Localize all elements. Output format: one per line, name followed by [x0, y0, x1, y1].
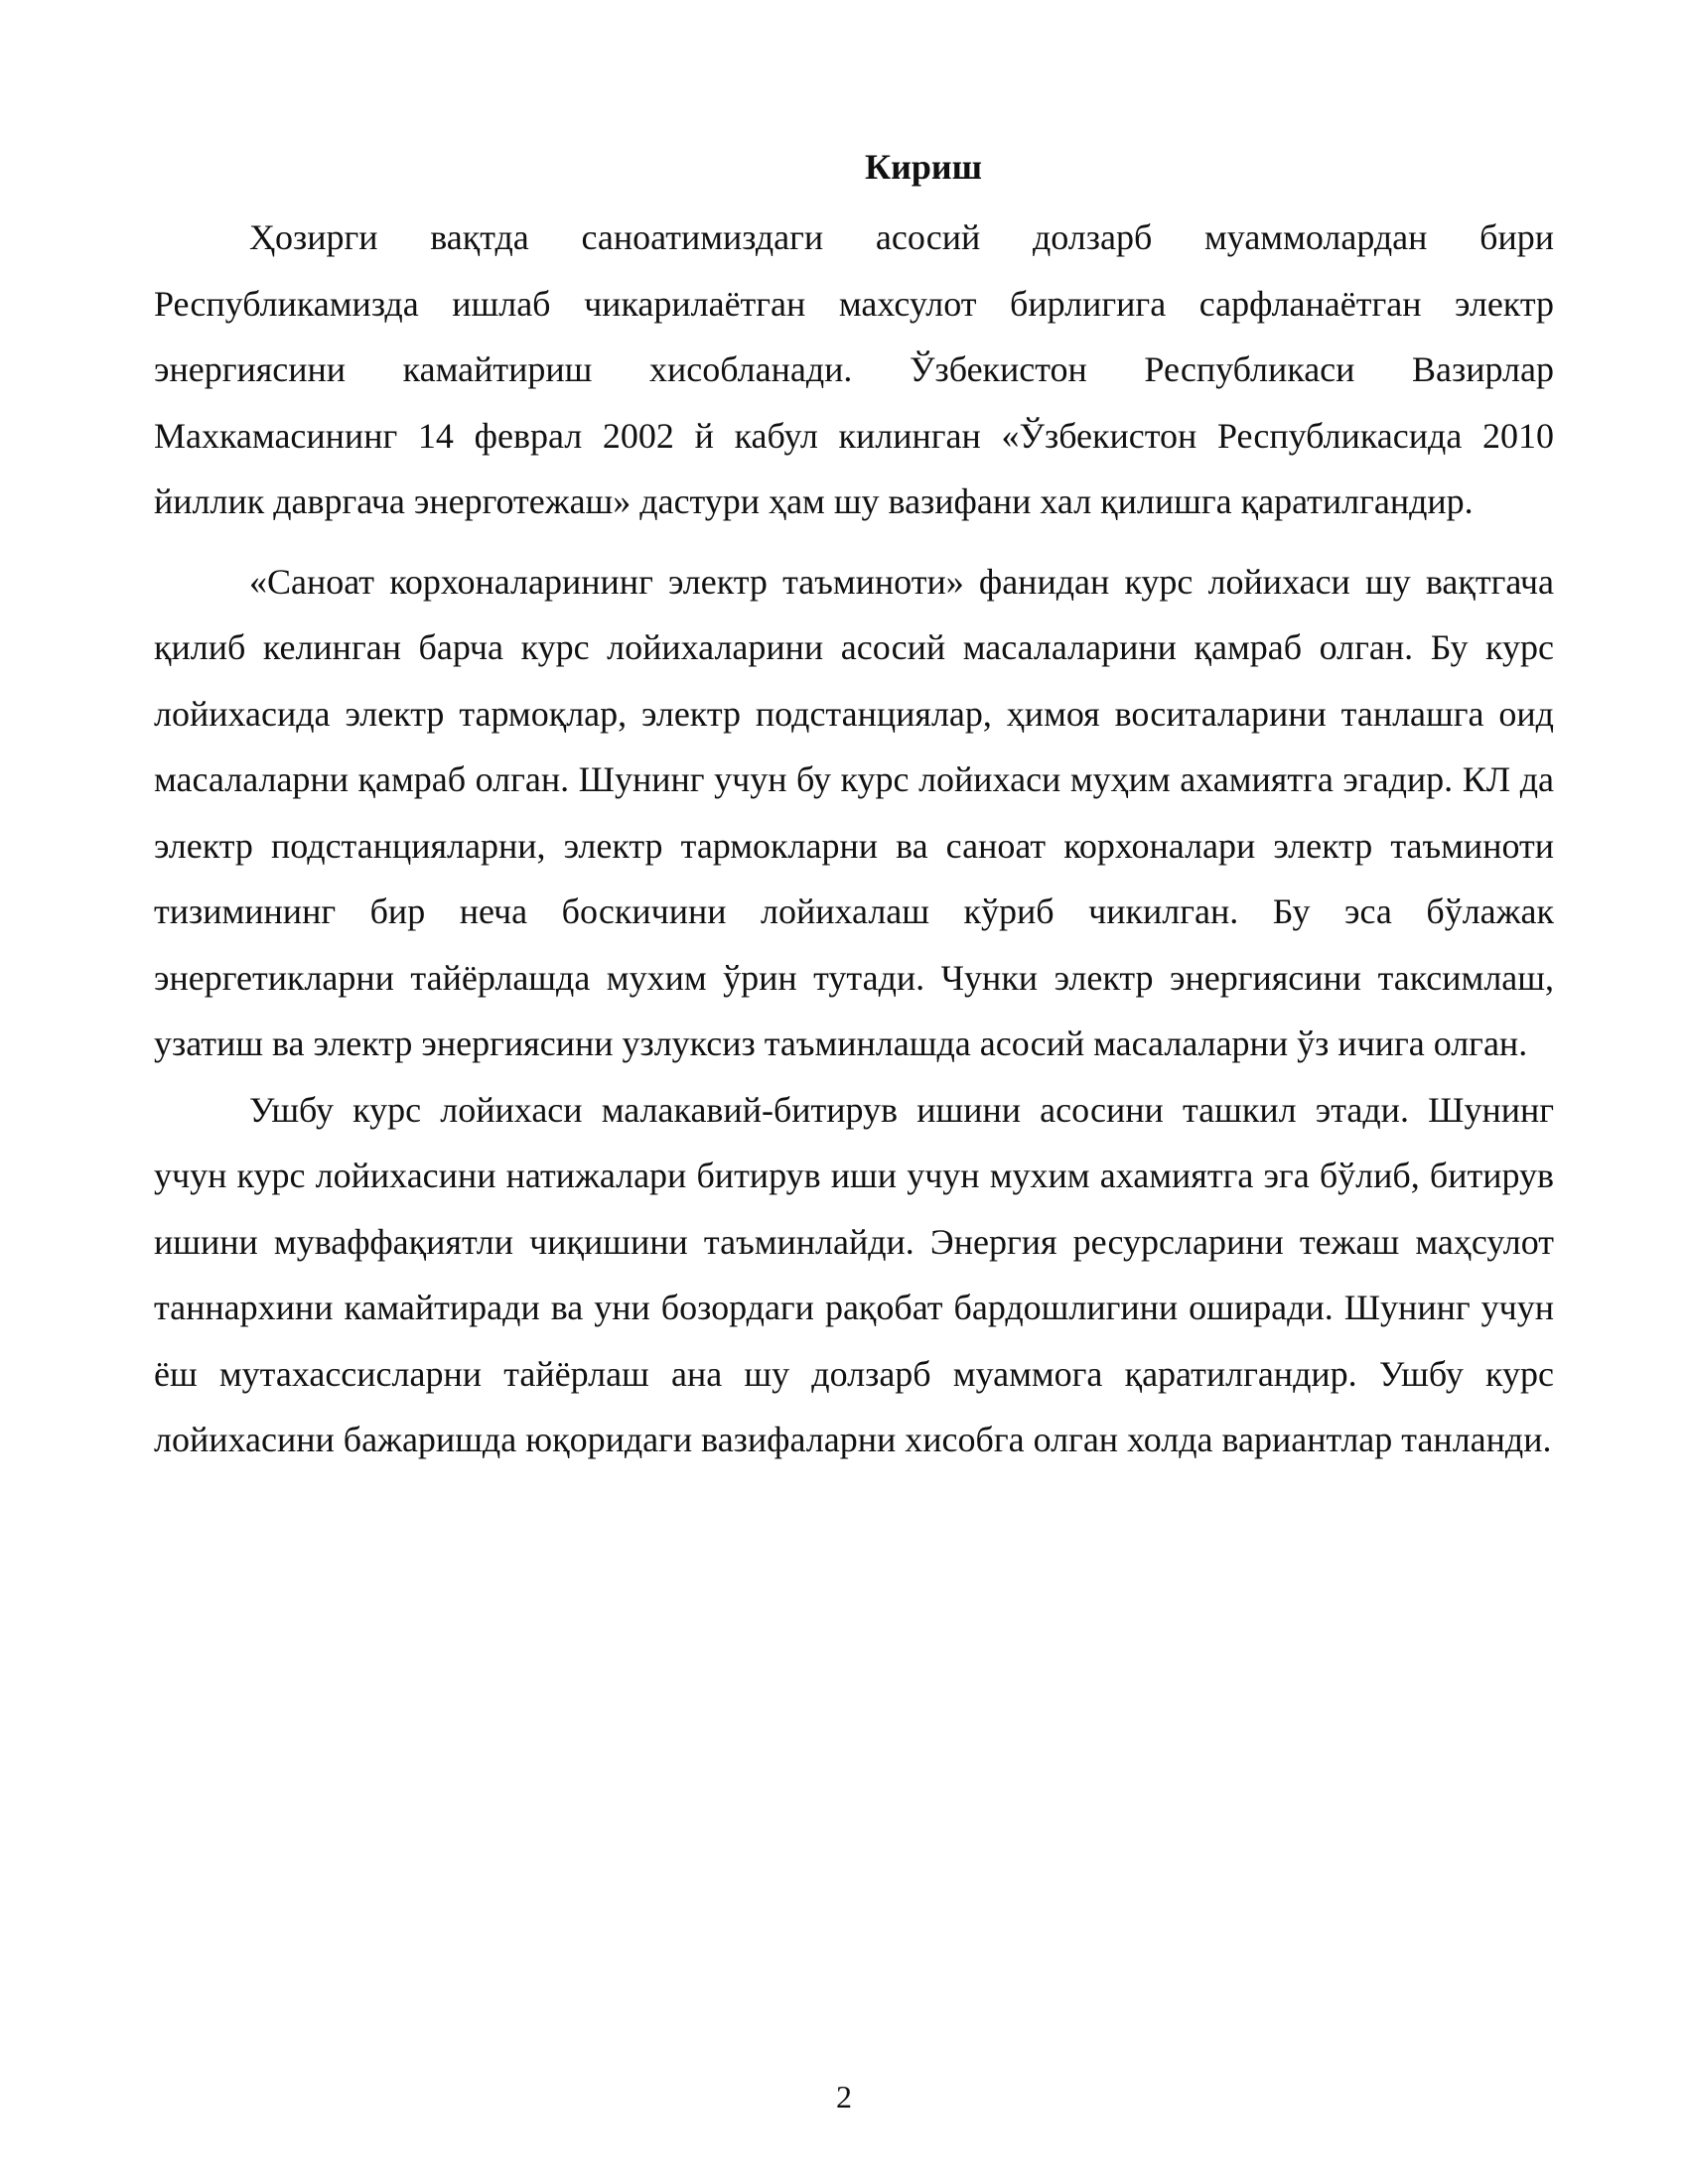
paragraph-1: Ҳозирги вақтда саноатимиздаги асосий долзарб муаммолардан бири Республикамизда ишлаб чикарилаётган махсулот бирлигига сарфланаётган электр энергиясини камайтириш хисобланади. Ўзбекистон Республикаси Вазирлар Махкамасининг 14 феврал 2002 й кабул килинган «Ўзбекистон Республикасида 2010 йиллик давргача энерготежаш» дастури ҳам шу вазифани хал қилишга қаратилгандир.	[154, 217, 1554, 521]
section-title: Кириш	[864, 147, 982, 187]
paragraph-3: Ушбу курс лойихаси малакавий-битирув ишини асосини ташкил этади. Шунинг учун курс лойихасини натижалари битирув иши учун мухим ахамиятга эга бўлиб, битирув ишини муваффақиятли чиқишини таъминлайди. Энергия ресурсларини тежаш маҳсулот таннархини камайтиради ва уни бозордаги рақобат бардошлигини оширади. Шунинг учун ёш мутахассисларни тайёрлаш ана шу долзарб муаммога қаратилгандир. Ушбу курс лойихасини бажаришда юқоридаги вазифаларни хисобга олган холда вариантлар танланди.	[154, 1089, 1554, 1459]
page-content	[154, 139, 1554, 1473]
page-number: 2	[836, 2079, 852, 2115]
paragraph-2: «Саноат корхоналарининг электр таъминоти» фанидан курс лойихаси шу вақтгача қилиб келинган барча курс лойихаларини асосий масалаларини қамраб олган. Бу курс лойихасида электр тармоқлар, электр подстанциялар, ҳимоя воситаларини танлашга оид масалаларни қамраб олган. Шунинг учун бу курс лойихаси муҳим ахамиятга эгадир. КЛ да электр подстанцияларни, электр тармокларни ва саноат корхоналари электр таъминоти тизимининг бир неча боскичини лойихалаш кўриб чикилган. Бу эса бўлажак энергетикларни тайёрлашда мухим ўрин тутади. Чунки электр энергиясини таксимлаш, узатиш ва электр энергиясини узлуксиз таъминлашда асосий масалаларни ўз ичига олган.	[154, 561, 1554, 1063]
